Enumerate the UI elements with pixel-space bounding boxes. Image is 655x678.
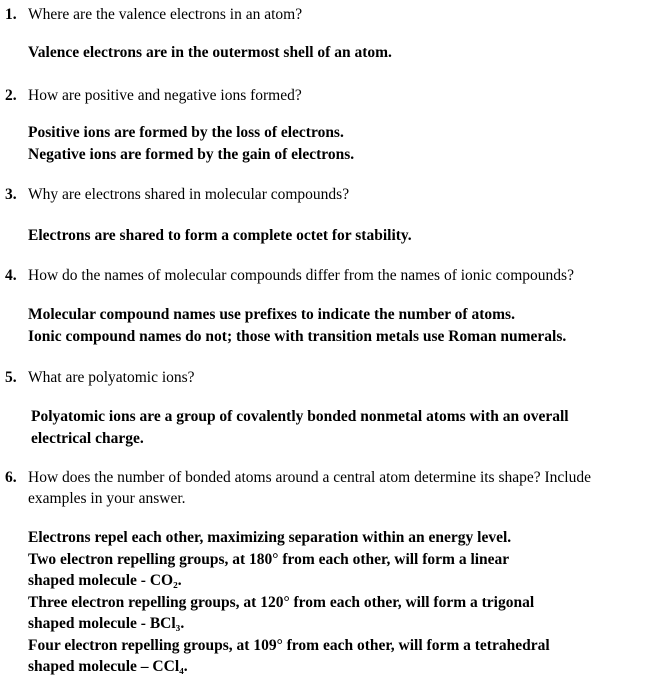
- answer-4: [28, 304, 566, 347]
- question-number: 6.: [5, 469, 17, 486]
- question-text: [28, 467, 591, 509]
- answer-line: shaped molecule - CO₂.: [28, 572, 182, 589]
- question-number: 2.: [5, 87, 17, 104]
- question-text: What are polyatomic ions?: [28, 369, 195, 386]
- answer-6: [28, 527, 550, 678]
- answer-line: Three electron repelling groups, at 120° from each other, will form a trigonal: [28, 593, 535, 611]
- answer-line: electrical charge.: [31, 429, 144, 447]
- answer-2: [28, 122, 354, 165]
- question-number: 1.: [5, 6, 17, 23]
- question-line: examples in your answer.: [28, 490, 186, 507]
- answer-5: [31, 406, 569, 449]
- answer-line: Molecular compound names use prefixes to indicate the number of atoms.: [28, 306, 515, 323]
- question-line: How does the number of bonded atoms around a central atom determine its shape? Include: [28, 469, 591, 486]
- answer-line: Two electron repelling groups, at 180° from each other, will form a linear: [28, 550, 510, 568]
- answer-line: Electrons repel each other, maximizing separation within an energy level.: [28, 529, 512, 546]
- question-number: 4.: [5, 267, 17, 284]
- answer-line: shaped molecule – CCl₄.: [28, 658, 188, 675]
- answer-line: Valence electrons are in the outermost shell of an atom.: [28, 44, 392, 61]
- answer-line: Polyatomic ions are a group of covalently bonded nonmetal atoms with an overall: [31, 408, 569, 425]
- answer-line: Positive ions are formed by the loss of electrons.: [28, 124, 344, 141]
- answer-1: [28, 42, 392, 64]
- question-text: How do the names of molecular compounds differ from the names of ionic compounds?: [28, 267, 574, 284]
- question-number: 3.: [5, 186, 17, 203]
- question-number: 5.: [5, 369, 17, 386]
- answer-line: shaped molecule - BCl₃.: [28, 615, 185, 632]
- answer-3: [28, 225, 412, 247]
- answer-line: Negative ions are formed by the gain of electrons.: [28, 145, 355, 163]
- question-text: Why are electrons shared in molecular compounds?: [28, 186, 350, 203]
- answer-line: Electrons are shared to form a complete octet for stability.: [28, 227, 412, 244]
- answer-line: Four electron repelling groups, at 109° from each other, will form a tetrahedral: [28, 636, 550, 654]
- question-text: How are positive and negative ions formed?: [28, 87, 302, 104]
- answer-line: Ionic compound names do not; those with transition metals use Roman numerals.: [28, 327, 567, 345]
- question-text: Where are the valence electrons in an atom?: [28, 6, 303, 23]
